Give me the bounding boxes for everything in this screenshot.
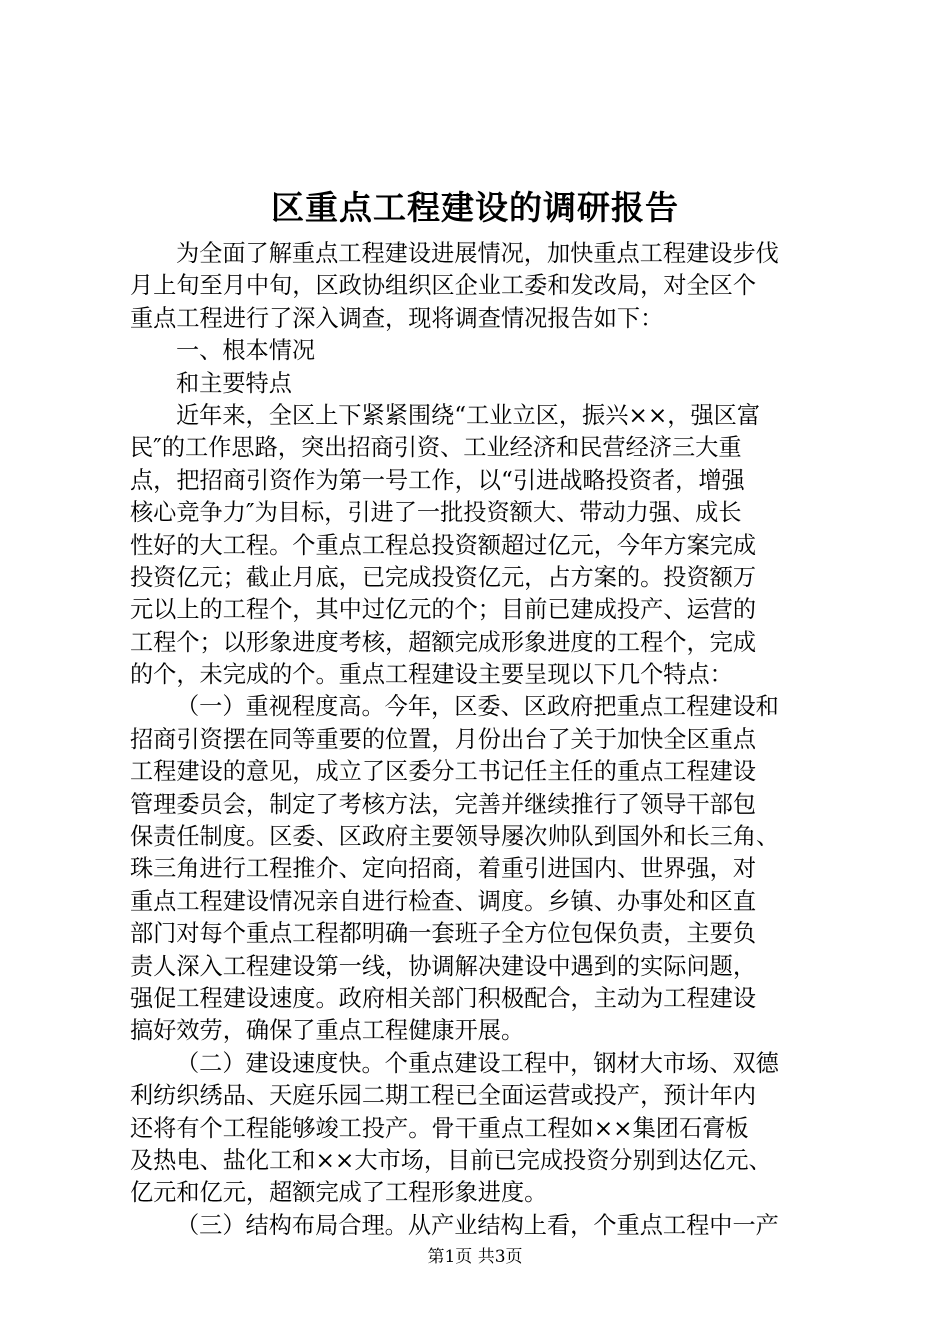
text-line: 管理委员会，制定了考核方法，完善并继续推行了领导干部包 xyxy=(130,790,757,818)
text-line: 保责任制度。区委、区政府主要领导屡次帅队到国外和长三角、 xyxy=(130,823,780,851)
text-line: 一、根本情况 xyxy=(176,337,316,365)
text-line: 月上旬至月中旬，区政协组织区企业工委和发改局，对全区个 xyxy=(130,272,757,300)
text-line: 和主要特点 xyxy=(176,369,292,397)
text-line: 工程个；以形象进度考核，超额完成形象进度的工程个，完成 xyxy=(130,628,757,656)
text-line: 部门对每个重点工程都明确一套班子全方位包保负责，主要负 xyxy=(130,920,757,948)
text-line: 工程建设的意见，成立了区委分工书记任主任的重点工程建设 xyxy=(130,758,757,786)
document-body xyxy=(130,238,833,1242)
text-line: 核心竞争力″为目标，引进了一批投资额大、带动力强、成长 xyxy=(130,499,742,527)
text-line: 亿元和亿元，超额完成了工程形象进度。 xyxy=(130,1179,548,1207)
text-line: 的个，未完成的个。重点工程建设主要呈现以下几个特点： xyxy=(130,661,733,689)
text-line: 还将有个工程能够竣工投产。骨干重点工程如××集团石膏板 xyxy=(130,1114,749,1142)
text-line: 利纺织绣品、天庭乐园二期工程已全面运营或投产，预计年内 xyxy=(130,1082,757,1110)
document-title: 区重点工程建设的调研报告 xyxy=(271,188,679,227)
text-line: （三）结构布局合理。从产业结构上看，个重点工程中一产 xyxy=(176,1211,779,1239)
text-line: 民″的工作思路，突出招商引资、工业经济和民营经济三大重 xyxy=(130,434,742,462)
text-line: 投资亿元；截止月底，已完成投资亿元，占方案的。投资额万 xyxy=(130,563,757,591)
text-line: 元以上的工程个，其中过亿元的个；目前已建成投产、运营的 xyxy=(130,596,757,624)
text-line: 为全面了解重点工程建设进展情况，加快重点工程建设步伐 xyxy=(176,240,779,267)
text-line: （二）建设速度快。个重点建设工程中，钢材大市场、双德 xyxy=(176,1049,779,1077)
text-line: 性好的大工程。个重点工程总投资额超过亿元，今年方案完成 xyxy=(130,531,757,559)
text-line: 近年来，全区上下紧紧围绕“工业立区，振兴××，强区富 xyxy=(176,401,761,429)
text-line: 珠三角进行工程推介、定向招商，着重引进国内、世界强，对 xyxy=(130,855,757,883)
text-line: 招商引资摆在同等重要的位置，月份出台了关于加快全区重点 xyxy=(130,725,757,753)
text-line: 及热电、盐化工和××大市场，目前已完成投资分别到达亿元、 xyxy=(130,1146,772,1174)
text-line: 点，把招商引资作为第一号工作，以“引进战略投资者，增强 xyxy=(130,466,745,494)
text-line: 重点工程建设情况亲自进行检查、调度。乡镇、办事处和区直 xyxy=(130,887,757,915)
page-footer: 第1页 共3页 xyxy=(427,1247,523,1267)
text-line: 搞好效劳，确保了重点工程健康开展。 xyxy=(130,1017,525,1045)
text-line: （一）重视程度高。今年，区委、区政府把重点工程建设和 xyxy=(176,693,779,721)
text-line: 重点工程进行了深入调查，现将调查情况报告如下： xyxy=(130,304,664,332)
text-line: 责人深入工程建设第一线，协调解决建设中遇到的实际问题， xyxy=(130,952,757,980)
text-line: 强促工程建设速度。政府相关部门积极配合，主动为工程建设 xyxy=(130,984,757,1012)
